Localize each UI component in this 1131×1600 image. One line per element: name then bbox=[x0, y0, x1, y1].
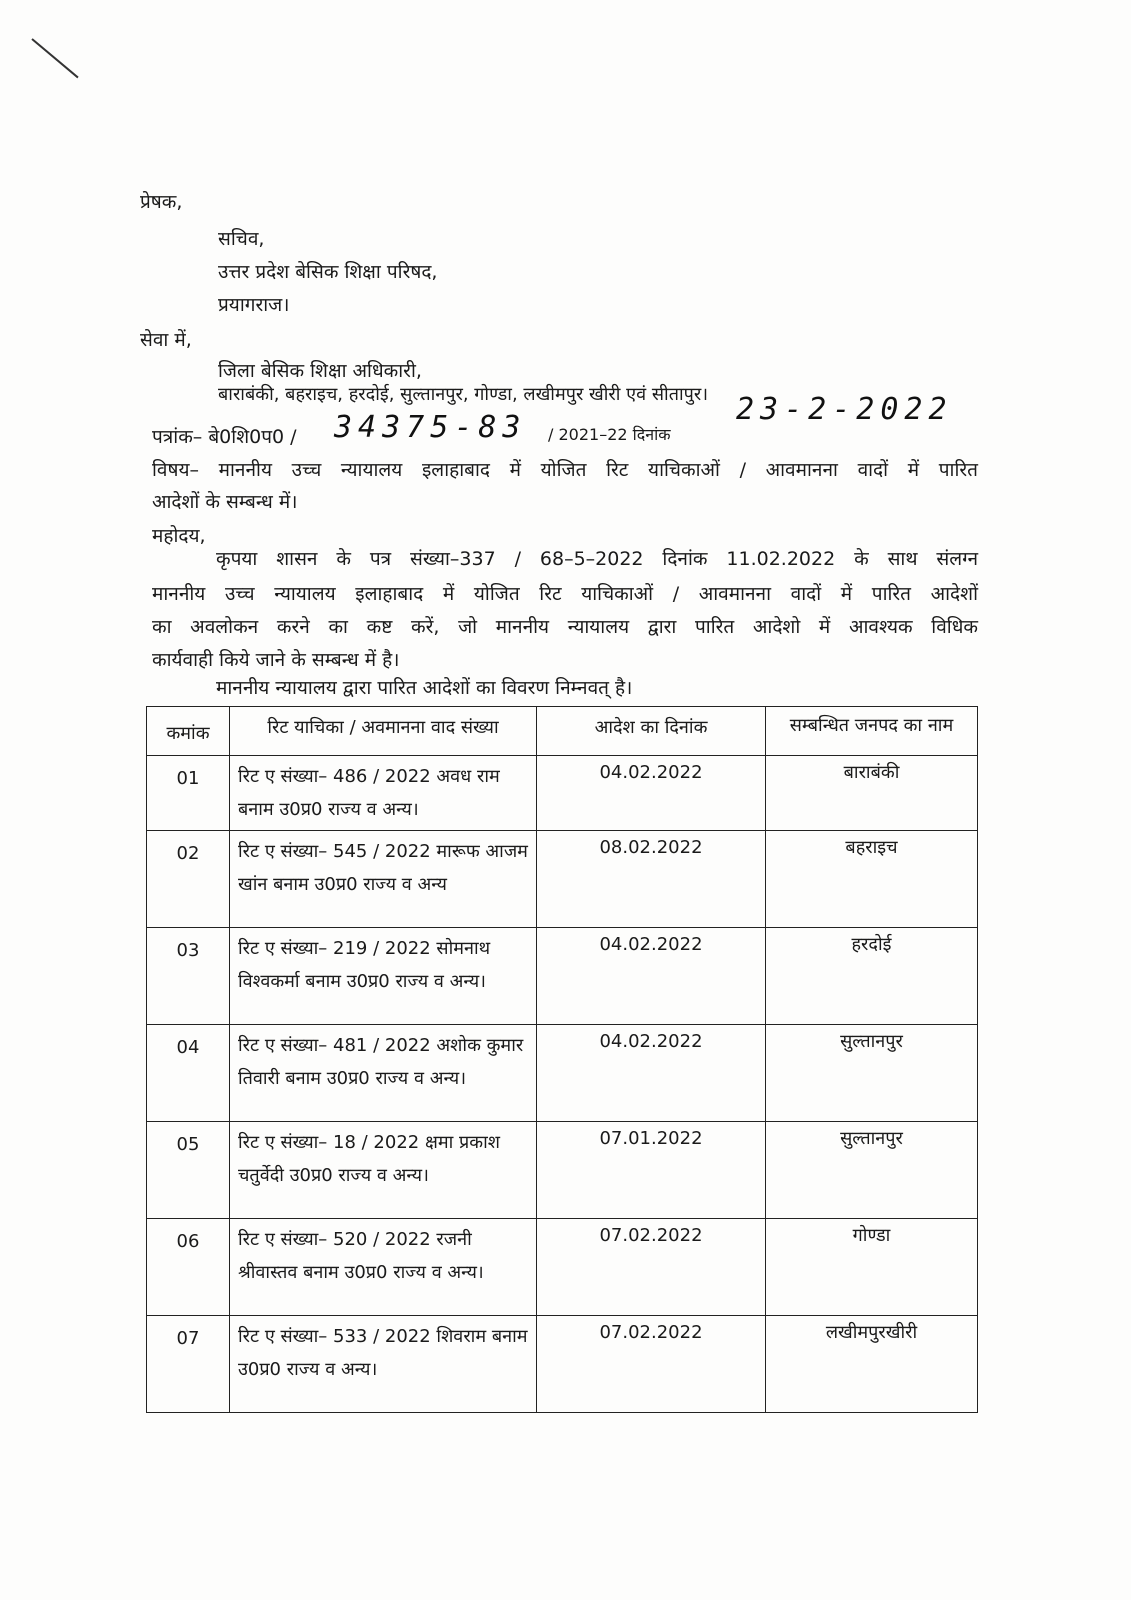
table-row bbox=[147, 1025, 978, 1122]
row-date: 08.02.2022 bbox=[537, 831, 766, 928]
ref-year: / 2021–22 दिनांक bbox=[548, 425, 671, 444]
recipient-districts: बाराबंकी, बहराइच, हरदोई, सुल्तानपुर, गोण्डा, लखीमपुर खीरी एवं सीतापुर। bbox=[218, 384, 709, 405]
row-serial: 06 bbox=[147, 1219, 230, 1316]
orders-table bbox=[146, 706, 978, 1413]
subject-line-2: आदेशों के सम्बन्ध में। bbox=[152, 491, 298, 513]
row-serial: 07 bbox=[147, 1316, 230, 1413]
header-date: आदेश का दिनांक bbox=[537, 707, 766, 756]
body-line-3: का अवलोकन करने का कष्ट करें, जो माननीय न्यायालय द्वारा पारित आदेशो में आवश्यक विधिक bbox=[152, 616, 978, 638]
row-date: 07.01.2022 bbox=[537, 1122, 766, 1219]
row-date: 07.02.2022 bbox=[537, 1316, 766, 1413]
body-line-1: कृपया शासन के पत्र संख्या–337 / 68–5–2022 दिनांक 11.02.2022 के साथ संलग्न bbox=[216, 548, 978, 570]
ref-date-handwritten: 23-2-2022 bbox=[736, 392, 953, 427]
table-row bbox=[147, 928, 978, 1025]
row-date: 04.02.2022 bbox=[537, 756, 766, 831]
sender-org: उत्तर प्रदेश बेसिक शिक्षा परिषद, bbox=[218, 261, 438, 283]
recipient-label: सेवा में, bbox=[140, 329, 192, 351]
table-header-row bbox=[147, 707, 978, 756]
row-district: लखीमपुरखीरी bbox=[766, 1316, 978, 1413]
row-district: गोण्डा bbox=[766, 1219, 978, 1316]
row-serial: 04 bbox=[147, 1025, 230, 1122]
subject-line-1: विषय– माननीय उच्च न्यायालय इलाहाबाद में योजित रिट याचिकाओं / आवमानना वादों में पारित bbox=[152, 459, 978, 481]
salutation: महोदय, bbox=[152, 525, 206, 547]
sender-city: प्रयागराज। bbox=[218, 294, 290, 316]
sender-designation: सचिव, bbox=[218, 228, 265, 250]
row-district: सुल्तानपुर bbox=[766, 1122, 978, 1219]
ref-prefix: पत्रांक– बे0शि0प0 / bbox=[152, 426, 297, 448]
row-case: रिट ए संख्या– 481 / 2022 अशोक कुमार तिवारी बनाम उ0प्र0 राज्य व अन्य। bbox=[230, 1025, 537, 1122]
table-row bbox=[147, 1122, 978, 1219]
row-district: हरदोई bbox=[766, 928, 978, 1025]
header-case: रिट याचिका / अवमानना वाद संख्या bbox=[230, 707, 537, 756]
body-line-2: माननीय उच्च न्यायालय इलाहाबाद में योजित रिट याचिकाओं / आवमानना वादों में पारित आदेशों bbox=[152, 583, 978, 605]
recipient-designation: जिला बेसिक शिक्षा अधिकारी, bbox=[218, 360, 422, 382]
row-date: 07.02.2022 bbox=[537, 1219, 766, 1316]
row-serial: 03 bbox=[147, 928, 230, 1025]
row-case: रिट ए संख्या– 219 / 2022 सोमनाथ विश्वकर्मा बनाम उ0प्र0 राज्य व अन्य। bbox=[230, 928, 537, 1025]
row-serial: 05 bbox=[147, 1122, 230, 1219]
row-serial: 01 bbox=[147, 756, 230, 831]
body-line-5: माननीय न्यायालय द्वारा पारित आदेशों का विवरण निम्नवत् है। bbox=[216, 677, 633, 699]
row-date: 04.02.2022 bbox=[537, 928, 766, 1025]
table-row bbox=[147, 756, 978, 831]
row-case: रिट ए संख्या– 545 / 2022 मारूफ आजम खांन बनाम उ0प्र0 राज्य व अन्य bbox=[230, 831, 537, 928]
sender-label: प्रेषक, bbox=[140, 191, 183, 213]
header-district: सम्बन्धित जनपद का नाम bbox=[766, 707, 978, 756]
row-case: रिट ए संख्या– 520 / 2022 रजनी श्रीवास्तव बनाम उ0प्र0 राज्य व अन्य। bbox=[230, 1219, 537, 1316]
ref-number-handwritten: 34375-83 bbox=[334, 410, 527, 445]
row-district: सुल्तानपुर bbox=[766, 1025, 978, 1122]
row-district: बहराइच bbox=[766, 831, 978, 928]
pen-mark bbox=[31, 38, 78, 78]
table-row bbox=[147, 1316, 978, 1413]
header-serial: कमांक bbox=[147, 707, 230, 756]
row-case: रिट ए संख्या– 18 / 2022 क्षमा प्रकाश चतुर्वेदी उ0प्र0 राज्य व अन्य। bbox=[230, 1122, 537, 1219]
row-date: 04.02.2022 bbox=[537, 1025, 766, 1122]
table-row bbox=[147, 1219, 978, 1316]
row-case: रिट ए संख्या– 486 / 2022 अवध राम बनाम उ0प्र0 राज्य व अन्य। bbox=[230, 756, 537, 831]
body-line-4: कार्यवाही किये जाने के सम्बन्ध में है। bbox=[152, 649, 400, 671]
row-case: रिट ए संख्या– 533 / 2022 शिवराम बनाम उ0प्र0 राज्य व अन्य। bbox=[230, 1316, 537, 1413]
row-district: बाराबंकी bbox=[766, 756, 978, 831]
row-serial: 02 bbox=[147, 831, 230, 928]
table-row bbox=[147, 831, 978, 928]
